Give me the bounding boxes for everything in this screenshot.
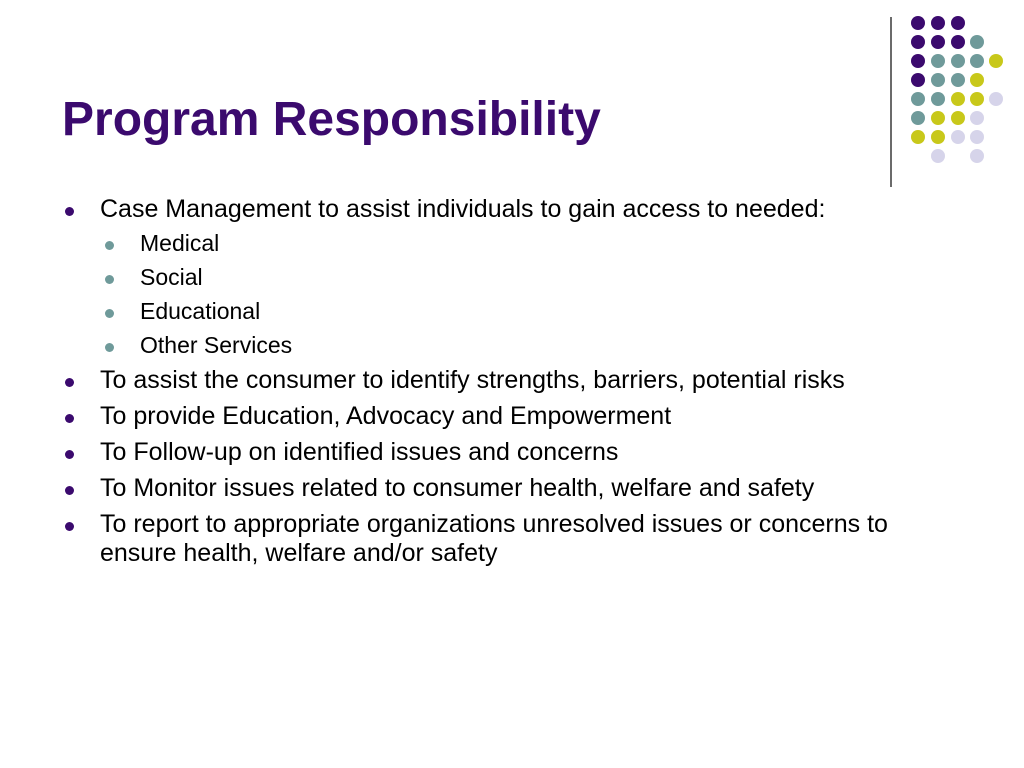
sub-bullet-text: Medical <box>140 230 220 256</box>
bullet-item <box>62 474 962 503</box>
bullet-text: To Monitor issues related to consumer health, welfare and safety <box>100 474 815 502</box>
bullet-item <box>62 195 962 359</box>
bullet-icon <box>65 450 74 459</box>
decor-dot <box>989 54 1003 68</box>
decor-dot <box>911 54 925 68</box>
decor-dot <box>931 149 945 163</box>
bullet-text: Case Management to assist individuals to gain access to needed: <box>100 195 826 223</box>
decor-dot <box>911 130 925 144</box>
decor-dot <box>911 111 925 125</box>
decor-dot <box>951 130 965 144</box>
decor-dot <box>911 16 925 30</box>
decor-dot <box>970 73 984 87</box>
sub-bullet-text: Social <box>140 264 203 290</box>
decor-dot <box>931 73 945 87</box>
decor-dot <box>931 35 945 49</box>
bullet-item <box>62 402 962 431</box>
vertical-divider <box>890 17 892 187</box>
bullet-icon <box>65 522 74 531</box>
sub-bullet-icon <box>105 275 114 284</box>
sub-bullet-icon <box>105 241 114 250</box>
bullet-text: To Follow-up on identified issues and concerns <box>100 438 619 466</box>
sub-bullet-list <box>100 230 962 359</box>
decor-dot <box>989 92 1003 106</box>
decor-dot <box>931 92 945 106</box>
bullet-icon <box>65 378 74 387</box>
decor-dot <box>970 149 984 163</box>
bullet-icon <box>65 414 74 423</box>
bullet-text: To report to appropriate organizations unresolved issues or concerns to ensure health, welfare and/or safety <box>100 510 888 567</box>
decor-dot <box>911 73 925 87</box>
decor-dot <box>931 16 945 30</box>
sub-bullet-icon <box>105 309 114 318</box>
decor-dot <box>931 54 945 68</box>
decor-dot <box>970 130 984 144</box>
sub-bullet-text: Other Services <box>140 332 293 358</box>
decor-dot <box>970 92 984 106</box>
decor-dot <box>951 111 965 125</box>
decor-dot <box>951 16 965 30</box>
bullet-list <box>62 195 962 575</box>
decor-dot <box>911 35 925 49</box>
decor-dot <box>931 130 945 144</box>
bullet-icon <box>65 486 74 495</box>
decor-dot <box>951 54 965 68</box>
bullet-text: To assist the consumer to identify strengths, barriers, potential risks <box>100 366 845 394</box>
bullet-item <box>62 366 962 395</box>
bullet-item <box>62 510 962 568</box>
decor-dot <box>951 92 965 106</box>
slide-title: Program Responsibility <box>62 93 601 146</box>
decor-dot <box>911 92 925 106</box>
sub-bullet-item <box>100 298 962 325</box>
decor-dot <box>951 35 965 49</box>
sub-bullet-text: Educational <box>140 298 261 324</box>
decor-dot <box>970 54 984 68</box>
sub-bullet-item <box>100 264 962 291</box>
decor-dot <box>970 35 984 49</box>
decor-dot <box>951 73 965 87</box>
bullet-item <box>62 438 962 467</box>
sub-bullet-icon <box>105 343 114 352</box>
decor-dot <box>970 111 984 125</box>
sub-bullet-item <box>100 332 962 359</box>
bullet-icon <box>65 207 74 216</box>
decor-dot <box>931 111 945 125</box>
bullet-text: To provide Education, Advocacy and Empowerment <box>100 402 672 430</box>
sub-bullet-item <box>100 230 962 257</box>
